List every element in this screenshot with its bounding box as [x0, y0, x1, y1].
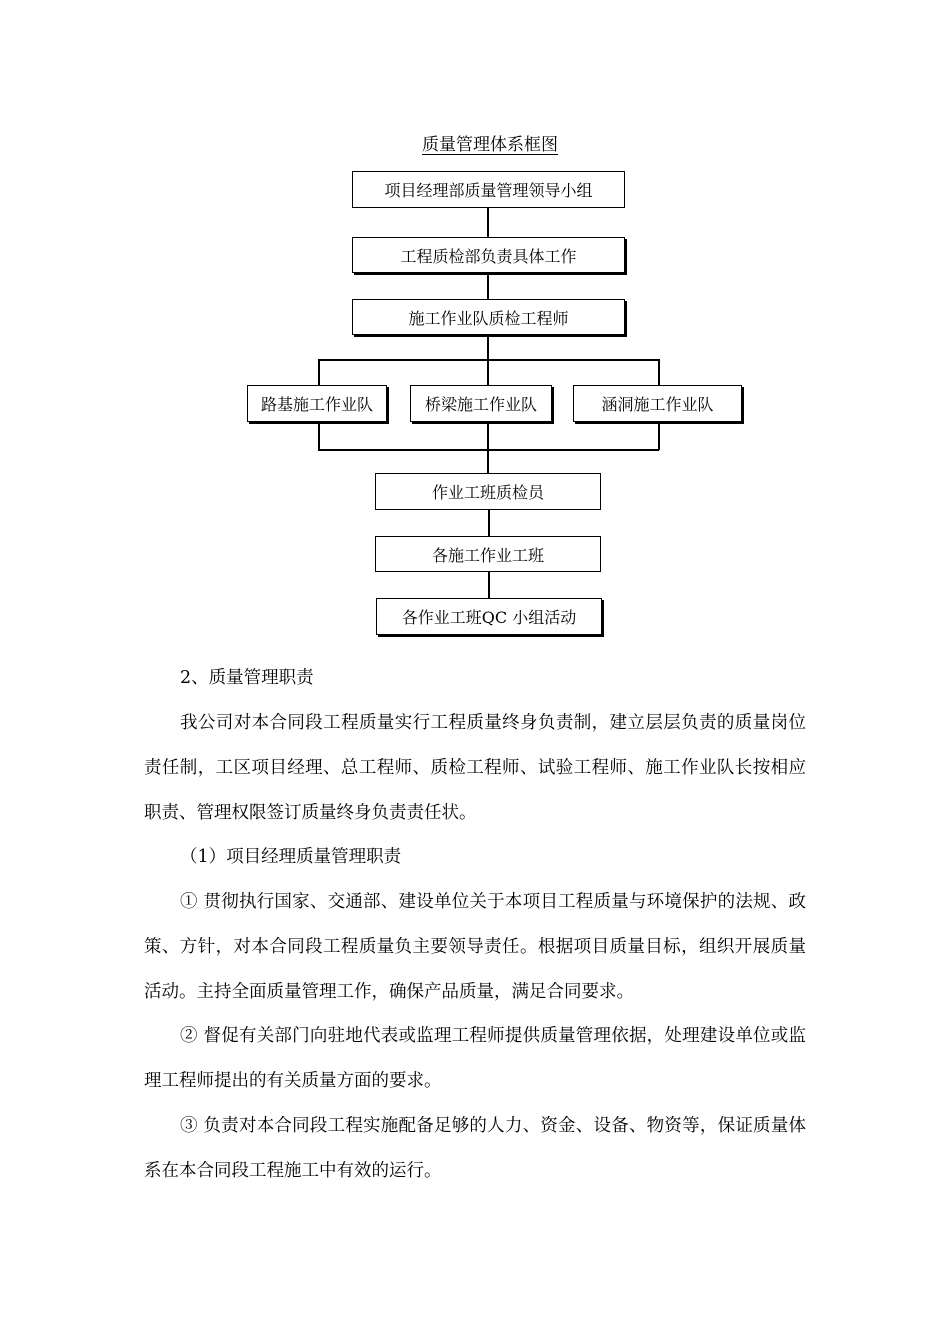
- node-qc-activity: 各作业工班QC 小组活动: [376, 598, 602, 635]
- connector-line: [318, 422, 320, 450]
- connector-line: [487, 273, 489, 300]
- connector-line: [658, 422, 660, 450]
- connector-line: [318, 359, 320, 386]
- branch-line-bottom: [318, 449, 659, 451]
- node-culvert-team: 涵洞施工作业队: [573, 385, 742, 422]
- connector-line: [487, 207, 489, 238]
- subheading: （1）项目经理质量管理职责: [180, 847, 402, 867]
- chart-title: 质量管理体系框图: [422, 135, 558, 155]
- node-inspector: 作业工班质检员: [375, 473, 601, 510]
- duty-item-1: ① 贯彻执行国家、交通部、建设单位关于本项目工程质量与环境保护的法规、政策、方针，对本合同段工程质量负主要领导责任。根据项目质量目标，组织开展质量活动。主持全面质量管理工作，确保产品质量，满足合同要求。: [144, 892, 806, 1002]
- intro-paragraph: 我公司对本合同段工程质量实行工程质量终身负责制，建立层层负责的质量岗位责任制，工区项目经理、总工程师、质检工程师、试验工程师、施工作业队长按相应职责、管理权限签订质量终身负责责任状。: [144, 713, 806, 823]
- node-roadbed-team: 路基施工作业队: [247, 385, 387, 422]
- node-qc-dept: 工程质检部负责具体工作: [352, 237, 625, 273]
- node-bridge-team: 桥梁施工作业队: [410, 385, 552, 422]
- node-leader-group: 项目经理部质量管理领导小组: [352, 171, 625, 208]
- duty-item-3: ③ 负责对本合同段工程实施配备足够的人力、资金、设备、物资等，保证质量体系在本合同段工程施工中有效的运行。: [144, 1116, 806, 1181]
- node-work-shifts: 各施工作业工班: [375, 536, 601, 572]
- connector-line: [487, 359, 489, 386]
- duty-item-2: ② 督促有关部门向驻地代表或监理工程师提供质量管理依据，处理建设单位或监理工程师提出的有关质量方面的要求。: [144, 1026, 806, 1091]
- connector-line: [488, 510, 490, 536]
- connector-line: [488, 572, 490, 599]
- node-team-engineer: 施工作业队质检工程师: [352, 299, 625, 335]
- connector-line: [658, 359, 660, 386]
- connector-line: [487, 422, 489, 473]
- connector-line: [487, 335, 489, 360]
- section-heading: 2、质量管理职责: [180, 668, 314, 688]
